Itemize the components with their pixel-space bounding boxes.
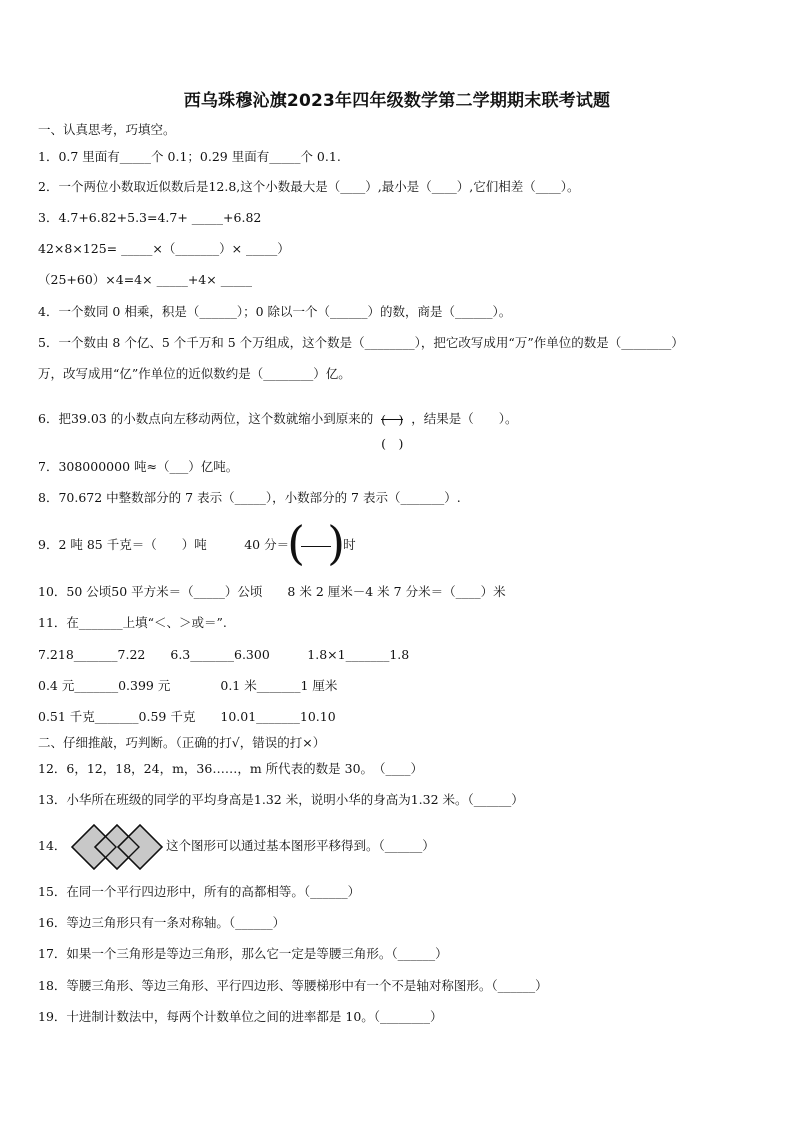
question-11b: 0.4 元_______0.399 元 0.1 米_______1 厘米 — [38, 678, 338, 693]
question-5a: 5．一个数由 8 个亿、5 个千万和 5 个万组成，这个数是（________），把它改写成用“万”作单位的数是（________） — [38, 335, 684, 350]
section-heading-2: 二、仔细推敲，巧判断。（正确的打√，错误的打×） — [38, 735, 326, 750]
question-17: 17．如果一个三角形是等边三角形，那么它一定是等腰三角形。（______） — [38, 946, 448, 961]
question-14-number: 14． — [38, 838, 67, 853]
fraction-blank — [375, 399, 409, 451]
page-title: 西乌珠穆沁旗2023年四年级数学第二学期期末联考试题 — [183, 91, 611, 111]
question-4: 4．一个数同 0 相乘，积是（______）；0 除以一个（______）的数，商是（______）。 — [38, 304, 512, 319]
question-11: 11．在_______上填“＜、＞或＝”. — [38, 615, 227, 630]
question-10: 10．50 公顷50 平方米＝（_____）公顷 8 米 2 厘米－4 米 7 分米＝（____）米 — [38, 584, 506, 599]
question-9-text: 9．2 吨 85 千克＝（ ）吨 40 分＝ — [38, 537, 290, 552]
question-9 — [38, 515, 356, 570]
question-11a: 7.218_______7.22 6.3_______6.300 1.8×1_______1.8 — [38, 647, 410, 662]
fraction-bar — [381, 419, 403, 420]
question-6-text: 6．把39.03 的小数点向左移动两位，这个数就缩小到原来的 — [38, 411, 374, 426]
right-paren: ) — [327, 515, 346, 570]
rhombus-pattern-figure — [70, 823, 166, 871]
question-1: 1．0.7 里面有_____个 0.1；0.29 里面有_____个 0.1. — [38, 149, 341, 164]
question-3c: （25+60）×4=4× _____+4× _____ — [38, 272, 252, 287]
question-8: 8．70.672 中整数部分的 7 表示（_____），小数部分的 7 表示（_______）. — [38, 490, 461, 505]
question-3b: 42×8×125= _____×（_______）× _____） — [38, 241, 290, 256]
question-5b: 万，改写成用“亿”作单位的近似数约是（________）亿。 — [38, 366, 351, 381]
question-2: 2．一个两位小数取近似数后是12.8,这个小数最大是（____）,最小是（____）,它们相差（____）。 — [38, 179, 580, 194]
question-16: 16．等边三角形只有一条对称轴。（______） — [38, 915, 286, 930]
question-9-tail: 时 — [343, 537, 356, 552]
question-7: 7．308000000 吨≈（___）亿吨。 — [38, 459, 239, 474]
left-paren: ( — [287, 515, 306, 570]
question-19: 19．十进制计数法中，每两个计数单位之间的进率都是 10。（________） — [38, 1009, 443, 1024]
question-11c: 0.51 千克_______0.59 千克 10.01_______10.10 — [38, 709, 336, 724]
question-6-tail: ，结果是（ ）。 — [411, 411, 518, 426]
fraction-paren-blank — [287, 515, 346, 570]
question-3a: 3．4.7+6.82+5.3=4.7+ _____+6.82 — [38, 210, 262, 225]
question-14-text: 这个图形可以通过基本图形平移得到。（______） — [166, 838, 435, 853]
question-6 — [38, 398, 518, 451]
question-12: 12．6，12，18，24，m，36……，m 所代表的数是 30。 （____） — [38, 761, 424, 776]
question-13: 13．小华所在班级的同学的平均身高是1.32 米，说明小华的身高为1.32 米。（______） — [38, 792, 524, 807]
rhombus-shape — [118, 825, 162, 869]
question-15: 15．在同一个平行四边形中，所有的高都相等。（______） — [38, 884, 361, 899]
fraction-denominator: ( ) — [381, 435, 404, 451]
section-heading-1: 一、认真思考，巧填空。 — [38, 122, 176, 137]
question-18: 18．等腰三角形、等边三角形、平行四边形、等腰梯形中有一个不是轴对称图形。（______） — [38, 978, 548, 993]
fraction-numerator: ( ) — [381, 411, 404, 427]
